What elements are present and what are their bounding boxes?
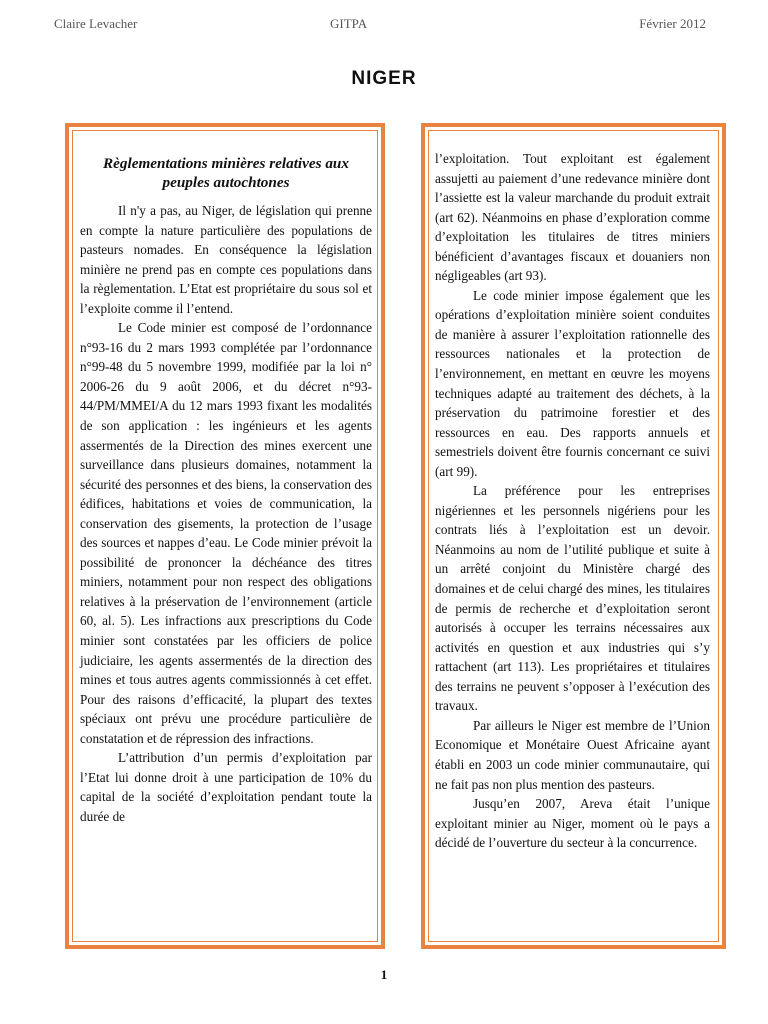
page-title: NIGER bbox=[351, 68, 417, 89]
paragraph: La préférence pour les entreprises nigériennes et les personnels nigériens pour les contrats liés à l’exploitation est un devoir. Néanmoins au nom de l’utilité publique et suite à un arrêté conjoint du Ministère chargé des domaines et de celui chargé des mines, les titulaires de permis de recherche et d’exploitation seront autorisés à occuper les terrains nécessaires aux activités en question et aux industries qui s’y rattachent (art 113). Les propriétaires et titulaires des terrains ne peuvent s’opposer à l’exécution des travaux. bbox=[435, 483, 710, 714]
article-title: Règlementations minières relatives aux peuples autochtones bbox=[103, 155, 349, 191]
paragraph: Le Code minier est composé de l’ordonnance n°93-16 du 2 mars 1993 complétée par l’ordonnance n°99-48 du 5 novembre 1999, modifiée par la loi n° 2006-26 du 9 août 2006, et du décret n°93-44/PM/MMEI/A du 12 mars 1993 fixant les modalités de son application : les ingénieurs et les agents assermentés de la Direction des mines exercent une surveillance dans plusieurs domaines, notamment la sécurité des personnes et des biens, la conservation des édifices, habitations et voies de communication, la conservation des gisements, la protection de l’usage des sources et nappes d’eau. Le Code minier prévoit la possibilité de prononcer la déchéance des titres miniers, notamment pour non respect des obligations relatives à la préservation de l’environnement (article 60, al. 5). Les infractions aux prescriptions du Code minier sont constatées par les officiers de police judiciaire, les agents assermentés de la direction des mines et tous autres agents commissionnés à cet effet. Pour des raisons d’efficacité, la plupart des textes spéciaux ont prévu une procédure particulière de constatation et de répression des infractions. bbox=[80, 320, 372, 746]
paragraph: Jusqu’en 2007, Areva était l’unique exploitant minier au Niger, moment où le pays a décidé de l’ouverture du secteur à la concurrence. bbox=[435, 796, 710, 851]
left-column-text bbox=[80, 149, 372, 827]
page-number: 1 bbox=[380, 967, 388, 982]
header-organization: GITPA bbox=[330, 16, 368, 31]
paragraph: Il n'y a pas, au Niger, de législation qui prenne en compte la nature particulière des populations de pasteurs nomades. En conséquence la législation minière ne prend pas en compte ces populations dans la règlementation. L’Etat est propriétaire du sous sol et l’exploite comme il l’entend. bbox=[80, 203, 372, 316]
header-author: Claire Levacher bbox=[54, 16, 138, 31]
right-column-frame bbox=[421, 123, 726, 949]
paragraph: Par ailleurs le Niger est membre de l’Union Economique et Monétaire Ouest Africaine ayant établi en 2003 un code minier communautaire, qui ne fait pas non plus mention des pasteurs. bbox=[435, 717, 710, 792]
paragraph: L’attribution d’un permis d’exploitation par l’Etat lui donne droit à une participation de 10% du capital de la société d’exploitation pendant toute la durée de bbox=[80, 750, 372, 824]
paragraph: Le code minier impose également que les opérations d’exploitation minière soient conduites de manière à assurer l’exploitation rationnelle des ressources nationales et la protection de l’environnement, en mettant en œuvre les moyens techniques adapté au traitement des déchets, à la préservation du patrimoine forestier et des ressources en eau. Des rapports annuels et semestriels doivent être fournis concernant ce suivi (art 99). bbox=[435, 287, 710, 479]
right-column-text bbox=[435, 149, 710, 853]
paragraph: l’exploitation. Tout exploitant est également assujetti au paiement d’une redevance minière dont l’assiette est la valeur marchande du produit extrait (art 62). Néanmoins en phase d’exploration comme d’exploitation les titulaires de titres miniers bénéficient d’avantages fiscaux et douaniers non négligeables (art 93). bbox=[435, 151, 710, 284]
header-date: Février 2012 bbox=[639, 16, 706, 31]
page-header bbox=[54, 16, 706, 34]
left-column-frame bbox=[65, 123, 385, 949]
